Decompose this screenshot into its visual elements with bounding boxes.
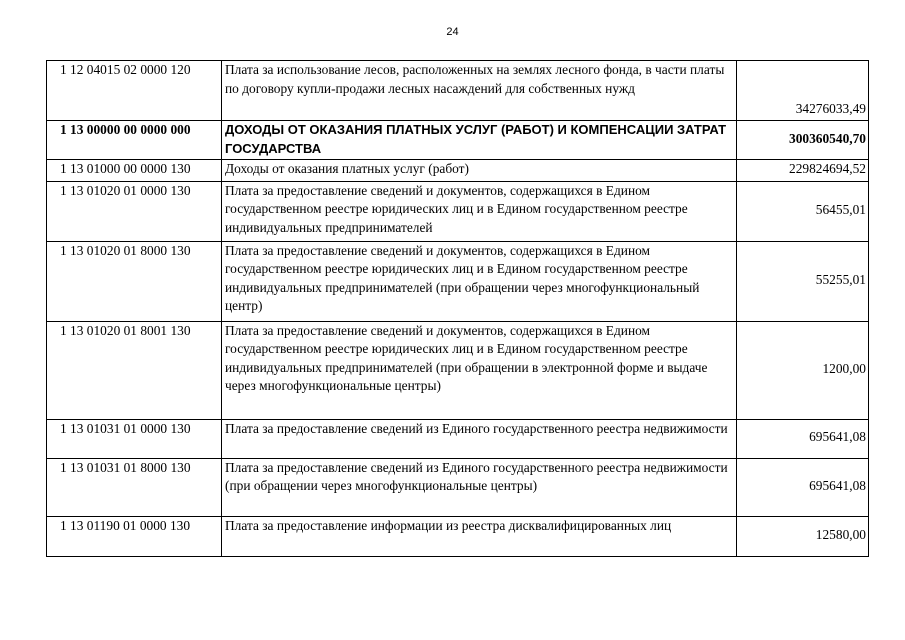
table-row: [47, 241, 869, 321]
table-row: [47, 61, 869, 121]
table-row: [47, 321, 869, 419]
revenue-name-cell: Плата за предоставление сведений из Единого государственного реестра недвижимости: [222, 419, 737, 458]
revenue-name-cell: Плата за предоставление сведений и документов, содержащихся в Едином государственном реестре юридических лиц и в Едином государственном реестре индивидуальных предпринимателей: [222, 181, 737, 241]
page-number: 24: [446, 26, 459, 38]
budget-code-cell: 1 13 01000 00 0000 130: [47, 160, 222, 182]
budget-code-cell: 1 13 01031 01 8000 130: [47, 458, 222, 516]
table-row: [47, 121, 869, 160]
revenue-name-cell: Плата за предоставление информации из реестра дисквалифицированных лиц: [222, 516, 737, 556]
amount-cell: 695641,08: [737, 419, 869, 458]
budget-revenue-table: [46, 60, 869, 557]
revenue-name-cell: Плата за использование лесов, расположенных на землях лесного фонда, в части платы по договору купли-продажи лесных насаждений для собственных нужд: [222, 61, 737, 121]
amount-cell: 695641,08: [737, 458, 869, 516]
revenue-name-cell: Плата за предоставление сведений из Единого государственного реестра недвижимости (при обращении через многофункциональные центры): [222, 458, 737, 516]
table-row: [47, 516, 869, 556]
amount-cell: 12580,00: [737, 516, 869, 556]
amount-cell: 300360540,70: [737, 121, 869, 160]
budget-code-cell: 1 13 01031 01 0000 130: [47, 419, 222, 458]
revenue-name-cell: Доходы от оказания платных услуг (работ): [222, 160, 737, 182]
amount-cell: 229824694,52: [737, 160, 869, 182]
table-row: [47, 160, 869, 182]
amount-cell: 1200,00: [737, 321, 869, 419]
budget-code-cell: 1 13 01190 01 0000 130: [47, 516, 222, 556]
amount-cell: 56455,01: [737, 181, 869, 241]
amount-cell: 34276033,49: [737, 61, 869, 121]
budget-code-cell: 1 13 01020 01 8001 130: [47, 321, 222, 419]
revenue-name-cell: Плата за предоставление сведений и документов, содержащихся в Едином государственном реестре юридических лиц и в Едином государственном реестре индивидуальных предпринимателей (при обращении в электронной форме и выдаче через многофункциональные центры): [222, 321, 737, 419]
budget-code-cell: 1 13 01020 01 8000 130: [47, 241, 222, 321]
revenue-name-cell: ДОХОДЫ ОТ ОКАЗАНИЯ ПЛАТНЫХ УСЛУГ (РАБОТ) И КОМПЕНСАЦИИ ЗАТРАТ ГОСУДАРСТВА: [222, 121, 737, 160]
table-row: [47, 458, 869, 516]
amount-cell: 55255,01: [737, 241, 869, 321]
budget-code-cell: 1 13 00000 00 0000 000: [47, 121, 222, 160]
budget-code-cell: 1 13 01020 01 0000 130: [47, 181, 222, 241]
revenue-name-cell: Плата за предоставление сведений и документов, содержащихся в Едином государственном реестре юридических лиц и в Едином государственном реестре индивидуальных предпринимателей (при обращении через многофункциональный центр): [222, 241, 737, 321]
table-row: [47, 419, 869, 458]
budget-code-cell: 1 12 04015 02 0000 120: [47, 61, 222, 121]
table-row: [47, 181, 869, 241]
